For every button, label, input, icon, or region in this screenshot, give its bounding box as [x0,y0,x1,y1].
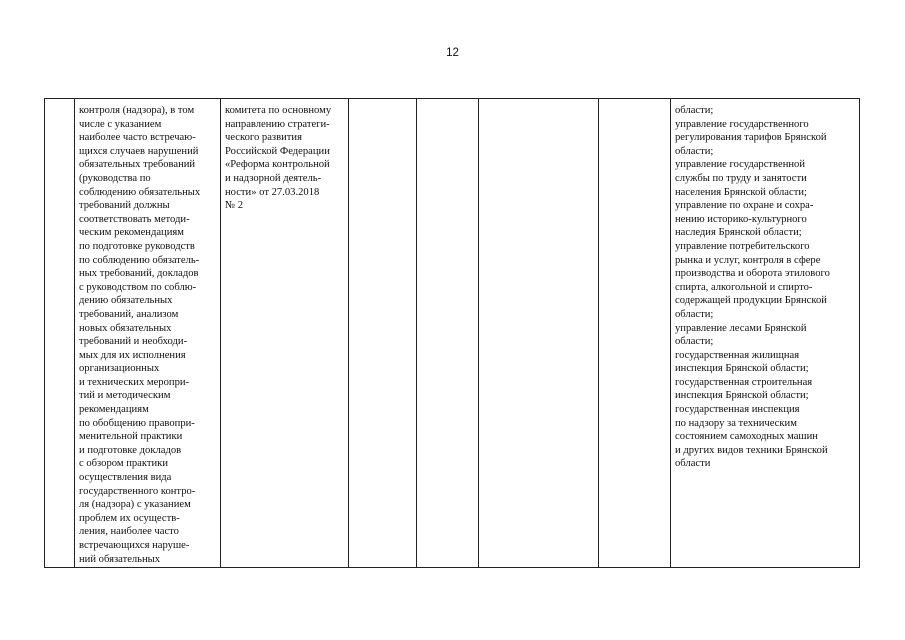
column-divider [416,99,417,567]
cell-line: населения Брянской области; [675,186,807,198]
cell-line: управление лесами Брянской [675,322,807,334]
cell-line: «Реформа контрольной [225,159,330,171]
cell-line: и подготовке докладов [79,444,182,456]
cell-line: (руководства по [79,172,151,184]
cell-line: числе с указанием [79,118,162,130]
cell-line: проблем их осуществ- [79,512,180,524]
cell-line: области; [675,105,714,116]
cell-line: контроля (надзора), в том [79,105,195,116]
cell-line: и надзорной деятель- [225,172,322,184]
cell-line: ческим рекомендациям [79,227,184,239]
cell-line: рекомендациям [79,404,149,416]
cell-line: направлению стратеги- [225,118,330,130]
cell-line: ля (надзора) с указанием [79,499,191,511]
cell-line: области; [675,308,714,320]
cell-line: государственная строительная [675,376,813,388]
cell-line: управление потребительского [675,240,810,252]
cell-line: ности» от 27.03.2018 [225,186,320,198]
cell-line: соблюдению обязательных [79,186,201,198]
cell-line: и других видов техники Брянской [675,444,828,456]
cell-line: управление государственного [675,118,809,130]
cell-line: требований, анализом [79,308,179,320]
cell-line: государственная жилищная [675,349,800,361]
cell-line: осуществления вида [79,472,172,484]
cell-line: нению историко-культурного [675,213,807,225]
cell-line: регулирования тарифов Брянской [675,132,827,144]
cell-line: управление по охране и сохра- [675,200,814,212]
cell-control-description [79,104,200,566]
column-divider [74,99,75,567]
cell-line: комитета по основному [225,105,332,116]
cell-line: менительной практики [79,431,183,443]
document-table [44,98,860,568]
cell-line: Российской Федерации [225,145,330,157]
cell-line: производства и оборота этилового [675,268,830,280]
cell-line: ных требований, докладов [79,268,199,280]
cell-line: государственная инспекция [675,404,800,416]
cell-line: встречающихся наруше- [79,540,190,551]
cell-line: и технических меропри- [79,376,190,388]
cell-line: содержащей продукции Брянской [675,295,827,307]
cell-line: спирта, алкогольной и спирто- [675,281,813,293]
cell-line: рынка и услуг, контроля в сфере [675,254,821,266]
cell-line: области; [675,336,714,348]
column-divider [670,99,671,567]
cell-line: мых для их исполнения [79,349,186,361]
page-number: 12 [446,47,459,59]
cell-line: наиболее часто встречаю- [79,132,196,144]
cell-line: соответствовать методи- [79,213,190,225]
cell-line: по обобщению правопри- [79,417,195,429]
cell-line: ческого развития [225,132,302,144]
cell-line: области [675,458,711,470]
cell-reform-reference [225,104,331,213]
cell-line: наследия Брянской области; [675,227,802,239]
cell-responsible-agencies [675,104,830,471]
cell-line: с обзором практики [79,458,168,470]
cell-line: состоянием самоходных машин [675,431,818,443]
column-divider [220,99,221,567]
cell-line: по подготовке руководств [79,240,195,252]
cell-line: ний обязательных [79,553,161,565]
cell-line: организационных [79,363,160,375]
cell-line: инспекция Брянской области; [675,363,809,375]
cell-line: службы по труду и занятости [675,172,807,184]
column-divider [478,99,479,567]
cell-line: государственного контро- [79,485,196,497]
cell-line: новых обязательных [79,322,172,334]
cell-line: дению обязательных [79,295,173,307]
cell-line: тий и методическим [79,390,171,402]
cell-line: ления, наиболее часто [79,526,179,538]
cell-line: по надзору за техническим [675,417,797,429]
cell-line: с руководством по соблю- [79,281,197,293]
cell-line: по соблюдению обязатель- [79,254,200,266]
cell-line: щихся случаев нарушений [79,145,199,157]
cell-line: требований и необходи- [79,336,188,348]
cell-line: инспекция Брянской области; [675,390,809,402]
column-divider [348,99,349,567]
cell-line: обязательных требований [79,159,196,171]
column-divider [598,99,599,567]
cell-line: требований должны [79,200,170,212]
cell-line: управление государственной [675,159,806,171]
cell-line: № 2 [225,200,244,212]
cell-line: области; [675,145,714,157]
